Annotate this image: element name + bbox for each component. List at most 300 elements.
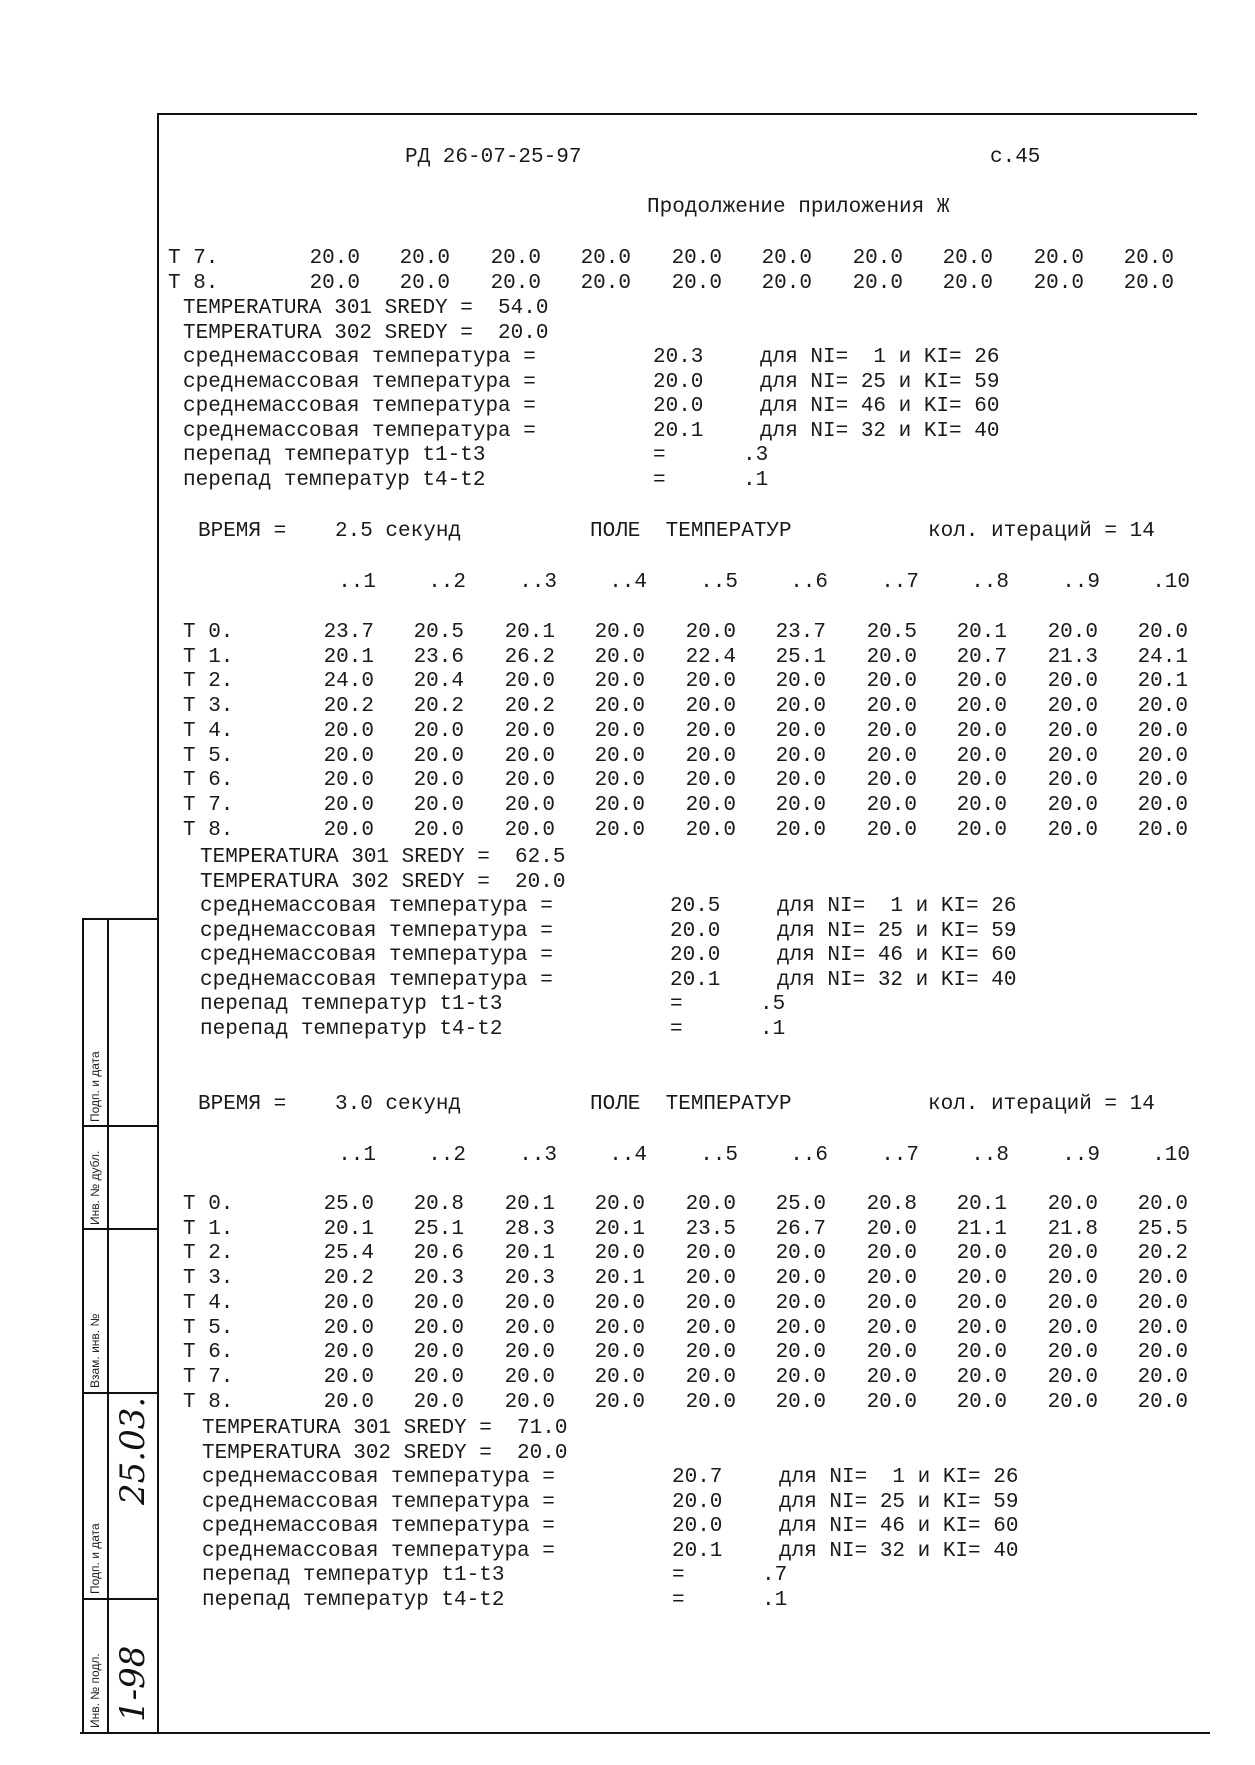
table-cell: 24.1: [1137, 645, 1188, 669]
table-cell: 20.0: [504, 793, 555, 817]
table-cell: 20.0: [866, 1390, 917, 1414]
temperatura-301: TEMPERATURA 301 SREDY = 62.5: [200, 846, 566, 869]
table-cell: 20.0: [866, 769, 917, 793]
temperature-drop-line: [0, 1563, 1255, 1588]
table-cell: 20.0: [775, 719, 826, 743]
table-cell: 21.3: [1047, 645, 1098, 669]
table-cell: 20.0: [685, 621, 736, 644]
table-cell: 20.0: [1123, 272, 1174, 295]
mean-temperature-value: 20.3: [653, 346, 704, 369]
row-label: Т 8.: [168, 272, 219, 295]
table-cell: 26.7: [775, 1217, 826, 1241]
table-cell: 20.0: [685, 744, 736, 768]
table-cell: 20.0: [1137, 1341, 1188, 1365]
table-cell: 20.0: [956, 1267, 1007, 1291]
table-cell: 25.1: [413, 1217, 464, 1241]
continuation-title: Продолжение приложения Ж: [647, 196, 950, 219]
table-cell: 20.0: [956, 1365, 1007, 1389]
table-cell: 20.0: [685, 1291, 736, 1315]
temperatura-302: TEMPERATURA 302 SREDY = 20.0: [200, 870, 566, 894]
table-cell: 21.1: [956, 1217, 1007, 1241]
mean-temperature-value: 20.0: [670, 944, 721, 967]
table-cell: 20.0: [685, 818, 736, 842]
table-cell: 26.2: [504, 645, 555, 669]
table-cell: 20.0: [956, 818, 1007, 842]
table-cell: 20.0: [761, 272, 812, 295]
table-cell: 20.0: [1137, 1267, 1188, 1291]
table-cell: 20.0: [1047, 744, 1098, 768]
table-row: [0, 246, 1255, 271]
field-title: ПОЛЕ ТЕМПЕРАТУР: [590, 520, 792, 543]
mean-temperature-value: 20.0: [672, 1490, 723, 1514]
table-cell: 20.0: [323, 793, 374, 817]
mean-temperature-value: 20.0: [653, 370, 704, 394]
stamp-label-inv-podl: Инв. № подл.: [88, 1653, 102, 1728]
table-cell: 20.0: [323, 1390, 374, 1414]
table-cell: 20.0: [323, 1365, 374, 1389]
table-cell: 25.0: [775, 1193, 826, 1216]
table-cell: 20.0: [413, 1390, 464, 1414]
table-cell: 20.0: [1047, 670, 1098, 694]
row-label: Т 8.: [183, 818, 234, 842]
table-cell: 20.0: [399, 247, 450, 270]
table-cell: 20.0: [685, 769, 736, 793]
table-cell: 20.0: [866, 695, 917, 719]
table-cell: 20.0: [594, 818, 645, 842]
table-cell: 28.3: [504, 1217, 555, 1241]
temperature-drop-line: [0, 1588, 1255, 1613]
table-cell: 20.0: [1047, 1193, 1098, 1216]
table-cell: 20.0: [594, 1390, 645, 1414]
table-cell: 20.1: [323, 645, 374, 669]
table-cell: 20.0: [775, 793, 826, 817]
temperatura-302-line: [0, 870, 1255, 895]
table-cell: 20.0: [413, 769, 464, 793]
table-cell: 20.0: [1137, 695, 1188, 719]
mean-temperature-ni-ki: для NI= 25 и KI= 59: [777, 919, 1017, 943]
column-header: .10: [1152, 1144, 1190, 1167]
table-row: [0, 1340, 1255, 1365]
table-row: [0, 1291, 1255, 1316]
column-header: .10: [1152, 571, 1190, 594]
table-cell: 20.0: [685, 1193, 736, 1216]
temperatura-301-line: [0, 845, 1255, 870]
table-cell: 20.0: [956, 1291, 1007, 1315]
page-frame-bottom: [80, 1732, 1210, 1734]
mean-temperature-label: среднемассовая температура =: [200, 968, 553, 992]
mean-temperature-line: [0, 419, 1255, 444]
table-cell: 22.4: [685, 645, 736, 669]
column-header: ..8: [971, 571, 1009, 594]
column-header: ..5: [700, 1144, 738, 1167]
temperature-drop-label: перепад температур t4-t2: [183, 468, 486, 492]
time-label: ВРЕМЯ =: [198, 520, 287, 543]
table-cell: 20.0: [1047, 1267, 1098, 1291]
column-header: ..3: [519, 571, 557, 594]
table-cell: 20.0: [413, 1291, 464, 1315]
temperature-drop-line: [0, 992, 1255, 1017]
mean-temperature-ni-ki: для NI= 32 и KI= 40: [779, 1539, 1019, 1563]
column-header: ..7: [881, 1144, 919, 1167]
temperature-drop-value: .5: [760, 993, 786, 1016]
table-cell: 20.2: [323, 1267, 374, 1291]
table-cell: 20.0: [942, 247, 993, 270]
table-cell: 20.0: [866, 1341, 917, 1365]
table-cell: 25.4: [323, 1242, 374, 1266]
iteration-count: кол. итераций = 14: [928, 520, 1155, 543]
table-row: [0, 768, 1255, 793]
mean-temperature-line: [0, 1465, 1255, 1490]
table-cell: 20.6: [413, 1242, 464, 1266]
table-cell: 20.0: [866, 793, 917, 817]
mean-temperature-ni-ki: для NI= 25 и KI= 59: [760, 370, 1000, 394]
mean-temperature-ni-ki: для NI= 1 и KI= 26: [779, 1466, 1019, 1489]
mean-temperature-label: среднемассовая температура =: [200, 944, 553, 967]
temperature-drop-line: [0, 1017, 1255, 1042]
table-cell: 20.0: [504, 769, 555, 793]
table-cell: 20.0: [1047, 1242, 1098, 1266]
table-cell: 20.0: [580, 272, 631, 295]
table-row: [0, 645, 1255, 670]
row-label: Т 6.: [183, 769, 234, 793]
table-cell: 20.0: [775, 1267, 826, 1291]
table-row: [0, 1266, 1255, 1291]
table-cell: 20.1: [504, 1242, 555, 1266]
table-cell: 20.0: [685, 1316, 736, 1340]
column-header: ..6: [790, 1144, 828, 1167]
time-header-line: [0, 1092, 1255, 1117]
table-cell: 20.8: [866, 1193, 917, 1216]
table-cell: 20.0: [594, 793, 645, 817]
table-cell: 20.0: [956, 1390, 1007, 1414]
table-cell: 20.0: [594, 744, 645, 768]
column-header-row: [0, 570, 1255, 595]
table-cell: 20.1: [594, 1267, 645, 1291]
table-cell: 20.0: [594, 1193, 645, 1216]
table-row: [0, 719, 1255, 744]
mean-temperature-value: 20.1: [653, 419, 704, 443]
row-label: Т 4.: [183, 1291, 234, 1315]
table-cell: 20.0: [1137, 818, 1188, 842]
column-header: ..1: [338, 1144, 376, 1167]
mean-temperature-value: 20.0: [670, 919, 721, 943]
table-cell: 20.0: [309, 247, 360, 270]
table-cell: 20.0: [490, 272, 541, 295]
table-cell: 20.7: [956, 645, 1007, 669]
temperature-drop-label: перепад температур t1-t3: [183, 444, 486, 467]
table-cell: 20.0: [1047, 695, 1098, 719]
table-cell: 20.0: [504, 1316, 555, 1340]
table-cell: 20.0: [956, 1341, 1007, 1365]
time-seconds: 3.0 секунд: [335, 1093, 462, 1116]
column-header: ..5: [700, 571, 738, 594]
table-cell: 20.0: [775, 1316, 826, 1340]
temperatura-301: TEMPERATURA 301 SREDY = 71.0: [202, 1417, 568, 1440]
table-cell: 20.0: [852, 272, 903, 295]
table-cell: 20.0: [413, 1316, 464, 1340]
temperature-drop-value: .1: [762, 1588, 788, 1612]
table-row: [0, 271, 1255, 296]
table-cell: 20.0: [504, 1291, 555, 1315]
table-cell: 20.0: [1137, 793, 1188, 817]
table-cell: 20.0: [685, 719, 736, 743]
row-label: Т 2.: [183, 670, 234, 694]
table-cell: 20.0: [413, 793, 464, 817]
mean-temperature-label: среднемассовая температура =: [200, 895, 553, 918]
stamp-label-vzam-inv: Взам. инв. №: [88, 1313, 102, 1388]
table-cell: 25.5: [1137, 1217, 1188, 1241]
table-cell: 20.0: [956, 793, 1007, 817]
temperature-drop-label: перепад температур t1-t3: [200, 993, 503, 1016]
table-cell: 20.0: [775, 818, 826, 842]
mean-temperature-label: среднемассовая температура =: [183, 419, 536, 443]
mean-temperature-label: среднемассовая температура =: [183, 370, 536, 394]
table-cell: 20.2: [1137, 1242, 1188, 1266]
table-cell: 20.0: [775, 695, 826, 719]
handwritten-inv-number: 1-98: [113, 1645, 153, 1722]
table-cell: 20.0: [685, 1341, 736, 1365]
mean-temperature-label: среднемассовая температура =: [202, 1515, 555, 1538]
table-cell: 20.0: [1137, 1193, 1188, 1216]
table-cell: 20.0: [1137, 1291, 1188, 1315]
temperatura-301: TEMPERATURA 301 SREDY = 54.0: [183, 297, 549, 320]
temperatura-301-line: [0, 1416, 1255, 1441]
table-cell: 20.0: [775, 1365, 826, 1389]
table-cell: 20.0: [594, 1242, 645, 1266]
table-row: [0, 1365, 1255, 1390]
row-label: Т 0.: [183, 621, 234, 644]
mean-temperature-line: [0, 1539, 1255, 1564]
table-cell: 20.3: [504, 1267, 555, 1291]
temperatura-302-line: [0, 1441, 1255, 1466]
temperatura-302: TEMPERATURA 302 SREDY = 20.0: [202, 1441, 568, 1465]
row-label: Т 7.: [168, 247, 219, 270]
table-cell: 20.0: [866, 645, 917, 669]
table-cell: 20.0: [1033, 272, 1084, 295]
table-row: [0, 744, 1255, 769]
mean-temperature-value: 20.5: [670, 895, 721, 918]
mean-temperature-label: среднемассовая температура =: [183, 346, 536, 369]
table-cell: 20.0: [594, 1341, 645, 1365]
row-label: Т 3.: [183, 1267, 234, 1291]
table-cell: 20.0: [1137, 719, 1188, 743]
table-cell: 20.0: [594, 645, 645, 669]
temperatura-301-line: [0, 296, 1255, 321]
table-cell: 20.0: [775, 1390, 826, 1414]
temperature-drop-value: .3: [743, 444, 769, 467]
mean-temperature-ni-ki: для NI= 46 и KI= 60: [777, 944, 1017, 967]
temperature-drop-line: [0, 443, 1255, 468]
table-cell: 20.0: [413, 744, 464, 768]
doc-code: РД 26-07-25-97: [405, 146, 582, 169]
column-header: ..2: [428, 571, 466, 594]
row-label: Т 1.: [183, 1217, 234, 1241]
table-cell: 20.1: [504, 621, 555, 644]
temperature-drop-equals: =: [653, 468, 666, 492]
table-cell: 20.0: [956, 1242, 1007, 1266]
table-cell: 20.0: [413, 719, 464, 743]
column-header-row: [0, 1143, 1255, 1168]
table-cell: 20.0: [775, 670, 826, 694]
table-cell: 20.0: [1047, 1341, 1098, 1365]
table-cell: 21.8: [1047, 1217, 1098, 1241]
table-cell: 20.1: [504, 1193, 555, 1216]
table-cell: 20.5: [866, 621, 917, 644]
column-header: ..4: [609, 571, 647, 594]
table-cell: 20.0: [594, 719, 645, 743]
table-cell: 20.0: [866, 1316, 917, 1340]
mean-temperature-ni-ki: для NI= 1 и KI= 26: [777, 895, 1017, 918]
table-row: [0, 694, 1255, 719]
temperatura-302: TEMPERATURA 302 SREDY = 20.0: [183, 321, 549, 345]
table-cell: 20.0: [866, 1242, 917, 1266]
row-label: Т 7.: [183, 793, 234, 817]
table-cell: 20.0: [956, 1316, 1007, 1340]
mean-temperature-line: [0, 394, 1255, 419]
row-label: Т 5.: [183, 744, 234, 768]
mean-temperature-line: [0, 1490, 1255, 1515]
table-row: [0, 620, 1255, 645]
temperature-drop-value: .7: [762, 1564, 788, 1587]
page-number: с.45: [990, 146, 1041, 169]
table-cell: 20.0: [956, 695, 1007, 719]
temperature-drop-value: .1: [760, 1017, 786, 1041]
mean-temperature-line: [0, 968, 1255, 993]
stamp-label-inv-dubl: Инв. № дубл.: [88, 1150, 102, 1225]
table-cell: 20.0: [956, 769, 1007, 793]
table-row: [0, 1217, 1255, 1242]
table-cell: 20.0: [1047, 719, 1098, 743]
table-cell: 20.0: [866, 818, 917, 842]
table-row: [0, 669, 1255, 694]
table-row: [0, 793, 1255, 818]
table-cell: 20.0: [1047, 1316, 1098, 1340]
table-cell: 20.0: [685, 1242, 736, 1266]
table-cell: 20.0: [866, 1291, 917, 1315]
table-cell: 20.1: [1137, 670, 1188, 694]
time-header-line: [0, 519, 1255, 544]
mean-temperature-ni-ki: для NI= 25 и KI= 59: [779, 1490, 1019, 1514]
table-cell: 20.4: [413, 670, 464, 694]
table-cell: 20.3: [413, 1267, 464, 1291]
table-cell: 20.0: [504, 818, 555, 842]
table-cell: 20.0: [671, 247, 722, 270]
table-cell: 20.0: [1047, 769, 1098, 793]
table-cell: 20.0: [1047, 1291, 1098, 1315]
table-cell: 20.0: [685, 1365, 736, 1389]
column-header: ..6: [790, 571, 828, 594]
temperature-drop-equals: =: [672, 1588, 685, 1612]
mean-temperature-line: [0, 370, 1255, 395]
mean-temperature-value: 20.1: [672, 1539, 723, 1563]
table-cell: 20.0: [866, 670, 917, 694]
table-cell: 20.0: [413, 1365, 464, 1389]
row-label: Т 2.: [183, 1242, 234, 1266]
column-header: ..7: [881, 571, 919, 594]
table-cell: 20.0: [685, 695, 736, 719]
temperature-drop-equals: =: [670, 993, 683, 1016]
table-cell: 20.0: [504, 1390, 555, 1414]
table-cell: 23.5: [685, 1217, 736, 1241]
iteration-count: кол. итераций = 14: [928, 1093, 1155, 1116]
row-label: Т 4.: [183, 719, 234, 743]
column-header: ..4: [609, 1144, 647, 1167]
row-label: Т 6.: [183, 1341, 234, 1365]
table-cell: 20.0: [594, 670, 645, 694]
mean-temperature-value: 20.0: [653, 395, 704, 418]
table-cell: 20.0: [1047, 818, 1098, 842]
mean-temperature-ni-ki: для NI= 46 и KI= 60: [760, 395, 1000, 418]
mean-temperature-value: 20.7: [672, 1466, 723, 1489]
row-label: Т 1.: [183, 645, 234, 669]
table-cell: 23.7: [775, 621, 826, 644]
table-cell: 24.0: [323, 670, 374, 694]
table-cell: 20.0: [956, 744, 1007, 768]
table-cell: 20.0: [1137, 1390, 1188, 1414]
table-cell: 20.0: [323, 744, 374, 768]
table-cell: 20.0: [866, 1365, 917, 1389]
table-cell: 20.0: [504, 1341, 555, 1365]
table-cell: 25.0: [323, 1193, 374, 1216]
stamp-label-podp-data: Подп. и дата: [88, 1051, 102, 1122]
table-cell: 20.0: [775, 1341, 826, 1365]
table-cell: 20.0: [866, 1217, 917, 1241]
mean-temperature-line: [0, 1514, 1255, 1539]
table-row: [0, 1241, 1255, 1266]
row-label: Т 8.: [183, 1390, 234, 1414]
table-cell: 20.0: [323, 719, 374, 743]
mean-temperature-line: [0, 919, 1255, 944]
table-cell: 20.0: [594, 695, 645, 719]
table-row: [0, 1316, 1255, 1341]
table-cell: 20.0: [399, 272, 450, 295]
table-cell: 20.0: [323, 1341, 374, 1365]
table-cell: 20.0: [504, 670, 555, 694]
table-cell: 20.2: [323, 695, 374, 719]
table-row: [0, 1192, 1255, 1217]
mean-temperature-label: среднемассовая температура =: [200, 919, 553, 943]
table-cell: 20.0: [594, 1365, 645, 1389]
mean-temperature-line: [0, 894, 1255, 919]
temperature-drop-line: [0, 468, 1255, 493]
row-label: Т 7.: [183, 1365, 234, 1389]
table-cell: 20.0: [594, 769, 645, 793]
table-cell: 20.0: [1137, 769, 1188, 793]
table-cell: 20.0: [685, 1390, 736, 1414]
table-cell: 20.0: [580, 247, 631, 270]
table-row: [0, 818, 1255, 843]
table-cell: 20.0: [685, 1267, 736, 1291]
table-cell: 20.0: [1047, 1390, 1098, 1414]
table-cell: 20.0: [594, 1291, 645, 1315]
mean-temperature-ni-ki: для NI= 1 и KI= 26: [760, 346, 1000, 369]
table-cell: 20.0: [413, 1341, 464, 1365]
field-title: ПОЛЕ ТЕМПЕРАТУР: [590, 1093, 792, 1116]
table-cell: 20.0: [1137, 621, 1188, 644]
table-cell: 20.0: [1047, 793, 1098, 817]
table-cell: 20.0: [866, 719, 917, 743]
table-cell: 20.1: [956, 1193, 1007, 1216]
table-cell: 20.2: [413, 695, 464, 719]
table-cell: 25.1: [775, 645, 826, 669]
table-cell: 20.0: [309, 272, 360, 295]
time-seconds: 2.5 секунд: [335, 520, 462, 543]
table-cell: 20.0: [323, 1291, 374, 1315]
table-cell: 20.5: [413, 621, 464, 644]
time-label: ВРЕМЯ =: [198, 1093, 287, 1116]
table-cell: 20.0: [775, 1242, 826, 1266]
table-cell: 20.0: [323, 818, 374, 842]
